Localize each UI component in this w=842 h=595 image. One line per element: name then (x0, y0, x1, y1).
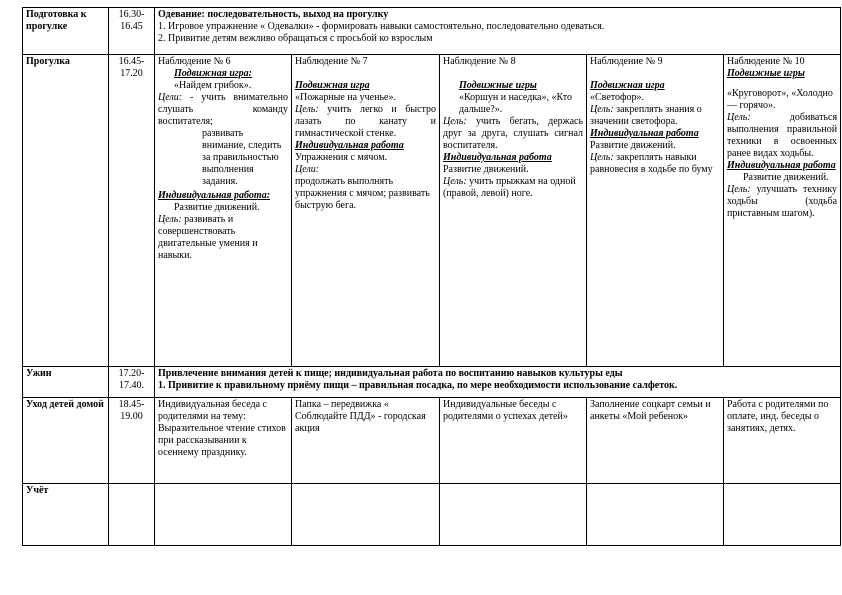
prep-line-1: Одевание: последовательность, выход на прогулку (158, 9, 389, 20)
home-cell-4: Заполнение соцкарт семьи и анкеты «Мой ребенок» (587, 398, 724, 484)
ind-title: Индивидуальная работа: (158, 190, 271, 201)
row-home (23, 398, 841, 484)
dinner-content (155, 367, 841, 398)
home-cell-1: Индивидуальная беседа с родителями на тему: Выразительное чтение стихов при рассказывании к осеннему празднику. (155, 398, 292, 484)
ind-text: Развитие движений. (174, 202, 260, 213)
game-name: «Круговорот», «Холодно — горячо». (727, 88, 833, 111)
walk-col-2 (292, 55, 440, 367)
goal-label: Цель: (295, 104, 319, 115)
dinner-line-1: Привлечение внимания детей к пище; индивидуальная работа по воспитанию навыков культуры еды (158, 368, 623, 379)
game-name: «Найдем грибок». (174, 80, 252, 91)
dinner-line-2: 1. Привитие к правильному приёму пищи – правильная посадка, по мере необходимости использование салфеток. (158, 380, 678, 391)
prep-content (155, 8, 841, 55)
row-prep (23, 8, 841, 55)
goal-text: учить легко и быстро лазать по канату и гимнастической стенке. (295, 104, 436, 139)
obs-title: Наблюдение № 7 (295, 56, 368, 67)
home-label: Уход детей домой (23, 398, 109, 484)
ind-text: Развитие движений. (743, 172, 829, 183)
game-title: Подвижная игра (295, 80, 370, 91)
game-name: «Пожарные на ученье». (295, 92, 396, 103)
home-cell-3: Индивидуальные беседы с родителями о успехах детей» (440, 398, 587, 484)
ind-goal-label: Цель: (727, 184, 751, 195)
account-empty-5 (724, 484, 841, 546)
dinner-label: Ужин (23, 367, 109, 398)
ind-goal-text: продолжать выполнять упражнения с мячом; развивать быструю бега. (295, 176, 430, 211)
account-empty-time (109, 484, 155, 546)
daily-plan-table (22, 7, 841, 546)
goal-text: добиваться выполнения правильной техники в освоенных ранее видах ходьбы. (727, 112, 838, 159)
game-name: «Светофор». (590, 92, 644, 103)
ind-goal-text: развивать и совершенствовать двигательные умения и навыки. (158, 214, 258, 261)
obs-title: Наблюдение № 8 (443, 56, 516, 67)
ind-text: Развитие движений. (443, 164, 529, 175)
goal-label: Цель: (443, 116, 467, 127)
ind-title: Индивидуальная работа (590, 128, 699, 139)
ind-goal-label: Цель: (443, 176, 467, 187)
goal-text: - учить внимательно слушать команду воспитателя; (158, 92, 288, 127)
ind-goal-label: Цель: (590, 152, 614, 163)
goal-label: Цель: (727, 112, 751, 123)
walk-col-5 (724, 55, 841, 367)
walk-label: Прогулка (23, 55, 109, 367)
game-title: Подвижные игры (727, 68, 805, 79)
ind-goal-text: улучшать технику ходьбы (ходьба приставным шагом). (727, 184, 838, 219)
game-name: «Коршун и наседка», «Кто дальше?». (459, 92, 572, 115)
dinner-time: 17.20-17.40. (109, 367, 155, 398)
prep-time: 16.30-16.45 (109, 8, 155, 55)
account-empty-3 (440, 484, 587, 546)
row-dinner (23, 367, 841, 398)
ind-title: Индивидуальная работа (295, 140, 404, 151)
prep-line-3: 2. Привитие детям вежливо обращаться с просьбой ко взрослым (158, 33, 433, 44)
account-empty-2 (292, 484, 440, 546)
ind-text: Упражнения с мячом. (295, 152, 388, 163)
obs-title: Наблюдение № 10 (727, 56, 805, 67)
row-account (23, 484, 841, 546)
goal-text-2: развивать внимание, следить за правильностью выполнения задания. (202, 128, 282, 187)
home-cell-2: Папка – передвижка « Соблюдайте ПДД» - городская акция (292, 398, 440, 484)
obs-title: Наблюдение № 6 (158, 56, 231, 67)
obs-title: Наблюдение № 9 (590, 56, 663, 67)
prep-line-2: 1. Игровое упражнение « Одевалки» - формировать навыки самостоятельно, последовательно одеваться. (158, 21, 605, 32)
game-title: Подвижная игра: (174, 68, 252, 79)
game-title: Подвижная игра (590, 80, 665, 91)
goal-text: учить бегать, держась друг за друга, слушать сигнал воспитателя. (443, 116, 584, 151)
goal-label: Цель: (590, 104, 614, 115)
row-walk (23, 55, 841, 367)
walk-col-4 (587, 55, 724, 367)
home-time: 18.45-19.00 (109, 398, 155, 484)
home-cell-5: Работа с родителями по оплате, инд. беседы о занятиях, детях. (724, 398, 841, 484)
game-title: Подвижные игры (459, 80, 537, 91)
ind-text: Развитие движений. (590, 140, 676, 151)
account-empty-4 (587, 484, 724, 546)
ind-goal-text: учить прыжкам на одной (правой, левой) ноге. (443, 176, 576, 199)
ind-title: Индивидуальная работа (727, 160, 836, 171)
ind-goal-text: закреплять навыки равновесия в ходьбе по буму (590, 152, 713, 175)
ind-goal-label: Цели: (295, 164, 320, 175)
goal-label: Цели: (158, 92, 183, 103)
account-empty-1 (155, 484, 292, 546)
account-label: Учёт (23, 484, 109, 546)
walk-col-1 (155, 55, 292, 367)
goal-text: закреплять знания о значении светофора. (590, 104, 702, 127)
walk-time: 16.45-17.20 (109, 55, 155, 367)
prep-label: Подготовка к прогулке (23, 8, 109, 55)
ind-title: Индивидуальная работа (443, 152, 552, 163)
walk-col-3 (440, 55, 587, 367)
ind-goal-label: Цель: (158, 214, 182, 225)
